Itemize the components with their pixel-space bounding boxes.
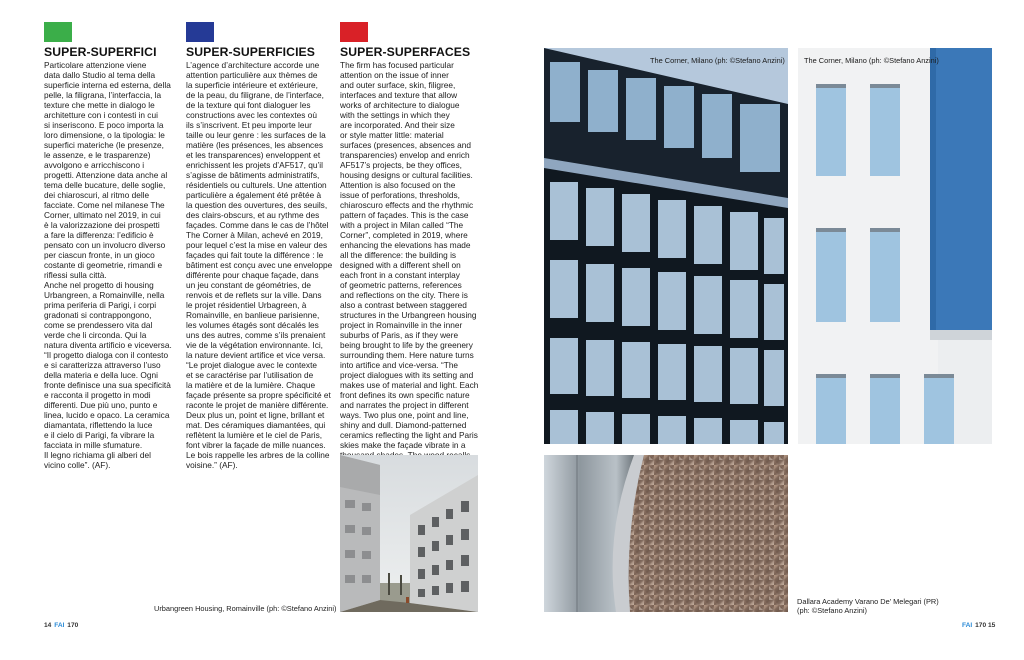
french-color-swatch: [186, 22, 214, 42]
urbangreen-housing-photo: [340, 455, 478, 612]
left-page-number: 14: [44, 622, 52, 629]
magazine-name-left: FAI: [54, 622, 65, 629]
english-body-text: The firm has focused particular attention on the issue of inner and outer surface, skin, filigree, interfaces and texture that allow works of architecture to dialogue with the settings in which they are incorporated. And their size or style matter little: material surfaces (presences, absences and transparencies) envelop and enrich AF517’s projects, be they offices, housing designs or cultural facilities. Attention is also focused on the issue of perforations, thresholds, chiaroscuro effects and the rhythmic pattern of façades. This is the case with a project in Milan called “The Corner”, completed in 2019, where enhancing the elevations has made all the difference: the building is designed with a different shell on each front in a constant interplay of geometric patterns, references and reflections on the city. There is also a contrast between staggered structures in the Urbangreen housing project in Romainville in the inner suburbs of Paris, as if they were being brought to life by the greenery surrounding them. Here nature turns into artifice and vice-versa. “The project dialogues with its setting and makes use of material and light. Each front defines its own specific nature and narrates the project in different ways. Two plus one, point and line, shiny and dull. Diamond-patterned ceramics reflecting the light and Paris skies make the façade vibrate in a: [340, 60, 479, 450]
right-page: [512, 0, 1024, 660]
the-corner-facade-photo-2: [798, 48, 992, 444]
issue-number-left: 170: [67, 622, 79, 629]
urbangreen-caption: Urbangreen Housing, Romainville (ph: ©Stefano Anzini): [154, 604, 337, 613]
magazine-name-right: FAI: [962, 622, 973, 629]
urbangreen-housing-illustration: [340, 455, 478, 612]
dallara-caption: Dallara Academy Varano De’ Melegari (PR) (ph: ©Stefano Anzini): [797, 597, 939, 615]
french-body-text: L’agence d’architecture accorde une attention particulière aux thèmes de la superficie intérieure et extérieure, de la peau, du filigrane, de l’interface, de la texture qui font dialoguer les constructions avec les contextes où ils s’inscrivent. Et peu importe leur taille ou leur genre : les surfaces de la matière (les présences, les absences et les transparences) enveloppent et enrichissent les projets d’AF517, qu’il s’agisse de bâtiments administratifs, résidentiels ou culturels. Une attention particulière a également été prêtée à la question des ouvertures, des seuils, des clairs-obscurs, et au rythme des façades. Comme dans le cas de l’hôtel The Corner à Milan, achevé en 2019, pour lequel c’est la mise en valeur des façades qui fait toute la différence : le bâtiment est conçu avec une enveloppe différente pour chaque façade, dans un jeu constant de géométries, de renvois et de reflets sur la ville. Dans le projet résidentiel Urbagreen, à Romainville, en banlieue parisienne, les volumes étagés sont décalés les uns des autres, comme s’ils prenaient vie de la végétation environnante. Ici, la nature devient artifice et vice versa. “Le projet dialogue avec le contexte et se caractérise par l’utilisation de la matière et de la lumière. Chaque façade présente sa propre spécificité et raconte le projet de manière différente. Deux plus un, point et ligne, brillant et mat. Des céramiques diamantées, qui reflètent la lumière et le ciel de Paris, font vibrer la façade de mille nuances. Le bois rappelle les arbres de la colline voisine.” (AF).: [186, 60, 333, 470]
corner-caption-1: The Corner, Milano (ph: ©Stefano Anzini): [650, 56, 785, 65]
issue-number-right: 170: [975, 622, 987, 629]
right-page-number: 15: [987, 622, 996, 629]
dallara-academy-photo: [544, 455, 788, 612]
italian-color-swatch: [44, 22, 72, 42]
the-corner-facade-photo-1: [544, 48, 788, 444]
dallara-facade-illustration: [544, 455, 788, 612]
english-color-swatch: [340, 22, 368, 42]
english-heading: SUPER-SUPERFACES: [340, 45, 471, 59]
corner-facade-illustration-2: [798, 48, 992, 444]
italian-heading: SUPER-SUPERFICI: [44, 45, 157, 59]
left-page-folio: [44, 622, 78, 629]
corner-caption-2: The Corner, Milano (ph: ©Stefano Anzini): [804, 56, 939, 65]
right-page-folio: [961, 622, 995, 629]
french-heading: SUPER-SUPERFICIES: [186, 45, 316, 59]
corner-facade-illustration-1: [544, 48, 788, 444]
italian-body-text: Particolare attenzione viene data dallo Studio al tema della superficie interna ed esterna, della pelle, la filigrana, l’interfaccia, la texture che mette in dialogo le architetture con i contesti in cui si inseriscono. E poco importa la loro dimensione, o la tipologia: le superfici materiche (le presenze, le assenze, e le trasparenze) avvolgono e arricchiscono i progetti. Attenzione data anche al tema delle bucature, delle soglie, dei chiaroscuri, al ritmo delle facciate. Come nel milanese The Corner, ultimato nel 2019, in cui è la valorizzazione dei prospetti a fare la differenza: l’edificio è pensato con un involucro diverso per ciascun fronte, in un gioco costante di geometrie, rimandi e riflessi sulla città. Anche nel progetto di housing Urbangreen, a Romainville, nella prima periferia di Parigi, i corpi gradonati si contrappongono, come se prendessero vita dal verde che li circonda. Qui la natura diventa artificio e viceversa. “Il progetto dialoga con il contesto e si caratterizza attraverso l’uso della materia e della luce. Ogni fronte definisce una sua specificità e racconta il progetto in modi differenti. Due più uno, punto e linea, lucido e opaco. La ceramica diamantata, riflettendo la luce e il cielo di Parigi, fa vibrare la facciata in mille sfumature. Il legno richiama gli alberi del vicino colle”. (AF).: [44, 60, 172, 470]
